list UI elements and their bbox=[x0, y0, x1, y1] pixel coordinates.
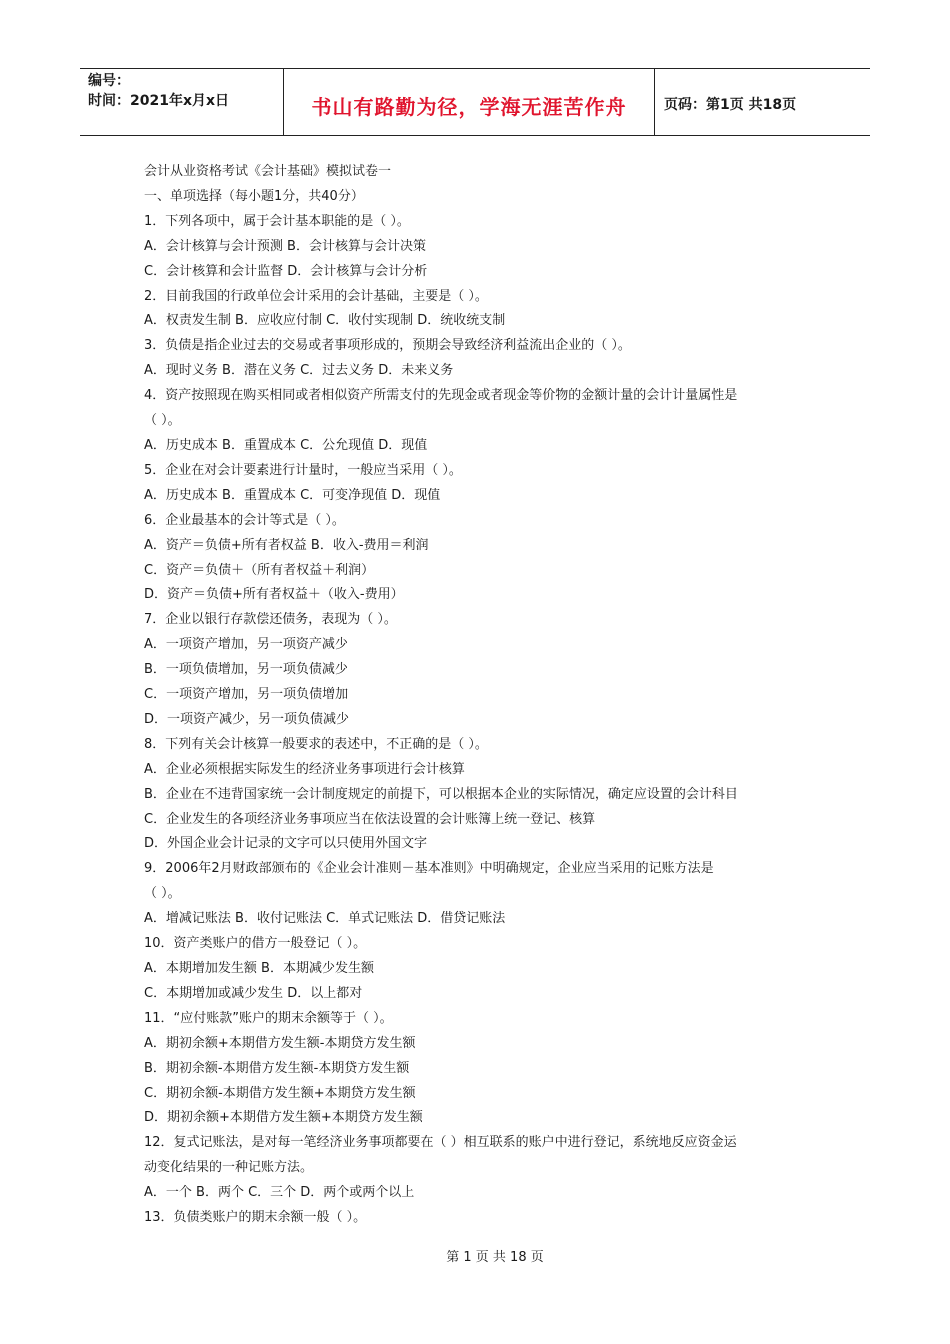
document-line: A．历史成本 B．重置成本 C．可变净现值 D．现值 bbox=[144, 487, 441, 503]
header-page-info: 页码：第1页 共18页 bbox=[664, 97, 797, 113]
document-line: C．一项资产增加，另一项负债增加 bbox=[144, 687, 349, 703]
document-line: C．资产＝负债＋（所有者权益＋利润） bbox=[144, 562, 375, 578]
document-line: D．资产＝负债+所有者权益＋（收入-费用） bbox=[144, 587, 404, 603]
document-line: 13．负债类账户的期末余额一般（ ）。 bbox=[144, 1210, 367, 1226]
document-line: 2．目前我国的行政单位会计采用的会计基础，主要是（ ）。 bbox=[144, 288, 488, 304]
document-line: A．期初余额+本期借方发生额-本期贷方发生额 bbox=[144, 1035, 416, 1051]
document-line: C．企业发生的各项经济业务事项应当在依法设置的会计账簿上统一登记、核算 bbox=[144, 811, 596, 827]
document-line: 动变化结果的一种记账方法。 bbox=[144, 1160, 314, 1176]
document-line: 10．资产类账户的借方一般登记（ ）。 bbox=[144, 936, 367, 952]
document-line: A．资产＝负债+所有者权益 B．收入-费用＝利润 bbox=[144, 537, 429, 553]
page-footer: 第 1 页 共 18 页 bbox=[446, 1250, 544, 1265]
question-list bbox=[144, 210, 814, 1231]
document-line: 6．企业最基本的会计等式是（ ）。 bbox=[144, 512, 345, 528]
document-body bbox=[144, 160, 814, 1231]
code-label: 编号： bbox=[88, 73, 130, 89]
document-line: B．一项负债增加，另一项负债减少 bbox=[144, 662, 348, 678]
document-line: B．企业在不违背国家统一会计制度规定的前提下，可以根据本企业的实际情况，确定应设置的会计科目 bbox=[144, 786, 738, 802]
document-line: D．一项资产减少，另一项负债减少 bbox=[144, 711, 350, 727]
document-line: 1．下列各项中，属于会计基本职能的是（ ）。 bbox=[144, 213, 410, 229]
time-label: 时间：2021年x月x日 bbox=[88, 93, 230, 109]
document-line: A．现时义务 B．潜在义务 C．过去义务 D．未来义务 bbox=[144, 363, 454, 379]
header-meta bbox=[88, 71, 229, 111]
header-divider-right bbox=[654, 69, 655, 135]
section-heading: 一、单项选择（每小题1分，共40分） bbox=[144, 188, 364, 204]
document-line: 5．企业在对会计要素进行计量时，一般应当采用（ ）。 bbox=[144, 462, 462, 478]
document-line: 9．2006年2月财政部颁布的《企业会计准则－基本准则》中明确规定，企业应当采用的记账方法是 bbox=[144, 861, 714, 877]
document-line: 11．“应付账款”账户的期末余额等于（ ）。 bbox=[144, 1010, 393, 1026]
document-line: C．期初余额-本期借方发生额+本期贷方发生额 bbox=[144, 1085, 416, 1101]
document-line: D．期初余额+本期借方发生额+本期贷方发生额 bbox=[144, 1110, 423, 1126]
document-title: 会计从业资格考试《会计基础》模拟试卷一 bbox=[144, 164, 392, 179]
document-line: A．权责发生制 B．应收应付制 C．收付实现制 D．统收统支制 bbox=[144, 313, 506, 329]
document-line: 7．企业以银行存款偿还债务，表现为（ ）。 bbox=[144, 612, 397, 628]
document-line: A．增减记账法 B．收付记账法 C．单式记账法 D．借贷记账法 bbox=[144, 911, 506, 927]
document-line: A．一个 B．两个 C．三个 D．两个或两个以上 bbox=[144, 1185, 415, 1201]
document-line: A．历史成本 B．重置成本 C．公允现值 D．现值 bbox=[144, 437, 428, 453]
document-line: D．外国企业会计记录的文字可以只使用外国文字 bbox=[144, 836, 428, 852]
document-line: 12．复式记账法，是对每一笔经济业务事项都要在（ ）相互联系的账户中进行登记，系统地反应资金运 bbox=[144, 1135, 737, 1151]
document-line: C．会计核算和会计监督 D．会计核算与会计分析 bbox=[144, 263, 428, 279]
document-line: 4．资产按照现在购买相同或者相似资产所需支付的先现金或者现金等价物的金额计量的会计计量属性是 bbox=[144, 388, 738, 404]
document-line: （ ）。 bbox=[144, 413, 181, 429]
document-line: 3．负债是指企业过去的交易或者事项形成的，预期会导致经济利益流出企业的（ ）。 bbox=[144, 338, 631, 354]
document-line: A．一项资产增加，另一项资产减少 bbox=[144, 637, 348, 653]
page-header bbox=[80, 68, 870, 136]
document-line: B．期初余额-本期借方发生额-本期贷方发生额 bbox=[144, 1060, 410, 1076]
document-line: A．企业必须根据实际发生的经济业务事项进行会计核算 bbox=[144, 761, 465, 777]
document-line: 8．下列有关会计核算一般要求的表述中，不正确的是（ ）。 bbox=[144, 736, 488, 752]
document-line: （ ）。 bbox=[144, 886, 181, 902]
header-motto: 书山有路勤为径，学海无涯苦作舟 bbox=[311, 95, 627, 119]
document-line: A．会计核算与会计预测 B．会计核算与会计决策 bbox=[144, 238, 426, 254]
document-line: A．本期增加发生额 B．本期减少发生额 bbox=[144, 961, 374, 976]
document-line: C．本期增加或减少发生 D．以上都对 bbox=[144, 985, 363, 1001]
